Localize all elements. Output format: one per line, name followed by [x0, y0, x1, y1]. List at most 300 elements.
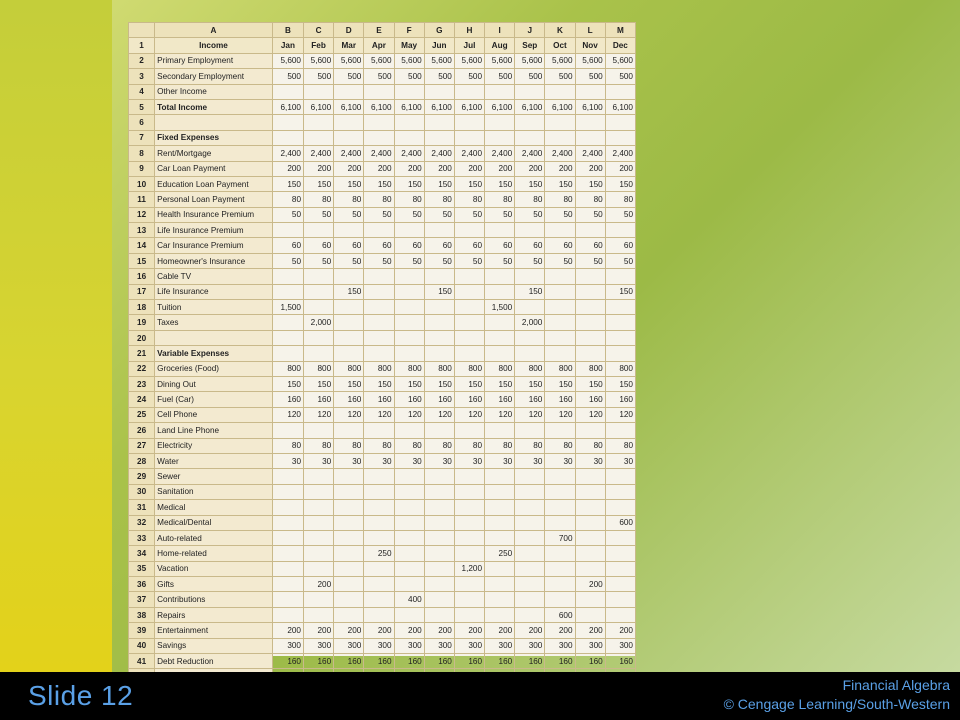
- value-cell: 2,400: [454, 146, 484, 161]
- value-cell: [272, 315, 303, 330]
- value-cell: [272, 330, 303, 345]
- value-cell: [272, 269, 303, 284]
- row-number: 12: [129, 207, 155, 222]
- value-cell: 150: [424, 176, 454, 191]
- value-cell: 500: [424, 69, 454, 84]
- value-cell: 50: [454, 207, 484, 222]
- value-cell: 200: [545, 623, 575, 638]
- value-cell: 30: [424, 453, 454, 468]
- value-cell: 300: [575, 638, 605, 653]
- value-cell: [575, 284, 605, 299]
- row-number: 36: [129, 577, 155, 592]
- value-cell: 50: [575, 253, 605, 268]
- value-cell: 200: [485, 623, 515, 638]
- value-cell: 2,400: [304, 146, 334, 161]
- value-cell: 200: [304, 623, 334, 638]
- value-cell: 200: [575, 623, 605, 638]
- value-cell: [334, 546, 364, 561]
- value-cell: 30: [515, 453, 545, 468]
- value-cell: 80: [605, 438, 635, 453]
- row-label: Vacation: [155, 561, 273, 576]
- row-label: [155, 115, 273, 130]
- value-cell: 30: [334, 453, 364, 468]
- value-cell: 800: [272, 361, 303, 376]
- value-cell: [364, 330, 394, 345]
- value-cell: 6,100: [605, 99, 635, 114]
- value-cell: [334, 561, 364, 576]
- value-cell: 60: [304, 238, 334, 253]
- table-row: [129, 515, 636, 530]
- value-cell: 6,100: [485, 99, 515, 114]
- column-header-cell: I: [485, 23, 515, 38]
- column-header-cell: K: [545, 23, 575, 38]
- value-cell: 6,100: [424, 99, 454, 114]
- value-cell: [454, 530, 484, 545]
- row-number: 37: [129, 592, 155, 607]
- value-cell: 500: [334, 69, 364, 84]
- value-cell: [485, 469, 515, 484]
- value-cell: 6,100: [304, 99, 334, 114]
- value-cell: 50: [454, 253, 484, 268]
- value-cell: [515, 223, 545, 238]
- value-cell: 80: [575, 192, 605, 207]
- value-cell: 2,000: [304, 315, 334, 330]
- value-cell: [485, 115, 515, 130]
- value-cell: [364, 115, 394, 130]
- table-row: [129, 561, 636, 576]
- value-cell: 150: [424, 284, 454, 299]
- value-cell: [364, 530, 394, 545]
- table-row: [129, 53, 636, 68]
- value-cell: [485, 346, 515, 361]
- value-cell: [605, 223, 635, 238]
- value-cell: 800: [545, 361, 575, 376]
- value-cell: [394, 530, 424, 545]
- value-cell: [485, 500, 515, 515]
- value-cell: [334, 577, 364, 592]
- value-cell: 200: [605, 623, 635, 638]
- value-cell: [272, 284, 303, 299]
- column-header-cell: M: [605, 23, 635, 38]
- value-cell: [424, 223, 454, 238]
- value-cell: [304, 423, 334, 438]
- value-cell: 150: [545, 376, 575, 391]
- value-cell: [515, 346, 545, 361]
- value-cell: [485, 607, 515, 622]
- value-cell: 160: [515, 392, 545, 407]
- row-number: 17: [129, 284, 155, 299]
- value-cell: [605, 561, 635, 576]
- value-cell: [454, 115, 484, 130]
- value-cell: [272, 607, 303, 622]
- value-cell: [605, 330, 635, 345]
- value-cell: [575, 115, 605, 130]
- value-cell: [454, 300, 484, 315]
- value-cell: [334, 300, 364, 315]
- row-label: Savings: [155, 638, 273, 653]
- table-row: [129, 438, 636, 453]
- row-label: Primary Employment: [155, 53, 273, 68]
- table-row: [129, 300, 636, 315]
- value-cell: [515, 130, 545, 145]
- row-label: Personal Loan Payment: [155, 192, 273, 207]
- row-label: Fuel (Car): [155, 392, 273, 407]
- row-label: Health Insurance Premium: [155, 207, 273, 222]
- row-number: 14: [129, 238, 155, 253]
- row-label: Water: [155, 453, 273, 468]
- value-cell: 150: [304, 376, 334, 391]
- value-cell: [394, 223, 424, 238]
- value-cell: Dec: [605, 38, 635, 53]
- value-cell: [272, 530, 303, 545]
- value-cell: 6,100: [515, 99, 545, 114]
- value-cell: [545, 115, 575, 130]
- table-row: [129, 99, 636, 114]
- value-cell: 300: [364, 638, 394, 653]
- row-number: 32: [129, 515, 155, 530]
- row-label: Total Income: [155, 99, 273, 114]
- value-cell: 200: [485, 161, 515, 176]
- value-cell: 150: [605, 176, 635, 191]
- value-cell: 300: [272, 638, 303, 653]
- value-cell: [304, 515, 334, 530]
- value-cell: 120: [334, 407, 364, 422]
- table-row: [129, 453, 636, 468]
- value-cell: [334, 515, 364, 530]
- value-cell: [454, 500, 484, 515]
- value-cell: 80: [605, 192, 635, 207]
- value-cell: 160: [304, 392, 334, 407]
- value-cell: 200: [364, 623, 394, 638]
- value-cell: [545, 423, 575, 438]
- value-cell: [545, 546, 575, 561]
- row-number: 28: [129, 453, 155, 468]
- footer-line-1: Financial Algebra: [842, 677, 950, 693]
- value-cell: May: [394, 38, 424, 53]
- value-cell: [545, 500, 575, 515]
- value-cell: [272, 484, 303, 499]
- value-cell: 150: [394, 176, 424, 191]
- value-cell: [545, 223, 575, 238]
- value-cell: [364, 607, 394, 622]
- value-cell: [575, 607, 605, 622]
- left-accent-bar: [0, 0, 112, 672]
- value-cell: [394, 300, 424, 315]
- row-number: 31: [129, 500, 155, 515]
- row-number: 24: [129, 392, 155, 407]
- row-number: 38: [129, 607, 155, 622]
- value-cell: 2,400: [515, 146, 545, 161]
- row-number: 29: [129, 469, 155, 484]
- value-cell: 5,600: [605, 53, 635, 68]
- value-cell: [454, 607, 484, 622]
- value-cell: 80: [575, 438, 605, 453]
- value-cell: [304, 84, 334, 99]
- value-cell: [424, 530, 454, 545]
- value-cell: [545, 84, 575, 99]
- row-label: Fixed Expenses: [155, 130, 273, 145]
- value-cell: [424, 484, 454, 499]
- value-cell: [364, 130, 394, 145]
- value-cell: [424, 515, 454, 530]
- value-cell: [575, 330, 605, 345]
- table-row: [129, 38, 636, 53]
- value-cell: 120: [605, 407, 635, 422]
- value-cell: Feb: [304, 38, 334, 53]
- row-number: 33: [129, 530, 155, 545]
- value-cell: [515, 515, 545, 530]
- row-label: Other Income: [155, 84, 273, 99]
- value-cell: [545, 130, 575, 145]
- table-row: [129, 223, 636, 238]
- value-cell: 50: [545, 253, 575, 268]
- value-cell: 400: [394, 592, 424, 607]
- value-cell: [515, 607, 545, 622]
- value-cell: Sep: [515, 38, 545, 53]
- value-cell: 200: [304, 161, 334, 176]
- value-cell: 150: [515, 376, 545, 391]
- value-cell: 30: [575, 453, 605, 468]
- value-cell: 150: [575, 376, 605, 391]
- table-row: [129, 638, 636, 653]
- row-number: 41: [129, 654, 155, 669]
- row-number: 13: [129, 223, 155, 238]
- row-number: 19: [129, 315, 155, 330]
- value-cell: [485, 330, 515, 345]
- value-cell: [272, 346, 303, 361]
- row-label: Homeowner's Insurance: [155, 253, 273, 268]
- value-cell: [575, 561, 605, 576]
- value-cell: 5,600: [304, 53, 334, 68]
- value-cell: [545, 315, 575, 330]
- value-cell: [575, 130, 605, 145]
- value-cell: 5,600: [424, 53, 454, 68]
- table-row: [129, 238, 636, 253]
- value-cell: [575, 223, 605, 238]
- value-cell: 800: [364, 361, 394, 376]
- value-cell: 30: [364, 453, 394, 468]
- value-cell: 150: [575, 176, 605, 191]
- value-cell: 2,400: [605, 146, 635, 161]
- row-label: Tuition: [155, 300, 273, 315]
- table-row: [129, 407, 636, 422]
- row-label: Secondary Employment: [155, 69, 273, 84]
- value-cell: [605, 300, 635, 315]
- value-cell: 120: [424, 407, 454, 422]
- value-cell: 160: [454, 654, 484, 669]
- column-header-cell: [129, 23, 155, 38]
- value-cell: 30: [454, 453, 484, 468]
- value-cell: [424, 115, 454, 130]
- footer-line-2: © Cengage Learning/South-Western: [723, 696, 950, 712]
- row-label: Medical: [155, 500, 273, 515]
- value-cell: [605, 130, 635, 145]
- value-cell: 80: [304, 438, 334, 453]
- value-cell: 1,500: [485, 300, 515, 315]
- value-cell: [485, 515, 515, 530]
- value-cell: 2,400: [575, 146, 605, 161]
- value-cell: 120: [575, 407, 605, 422]
- value-cell: 150: [272, 376, 303, 391]
- value-cell: 160: [364, 654, 394, 669]
- value-cell: [364, 300, 394, 315]
- table-row: [129, 69, 636, 84]
- table-row: [129, 361, 636, 376]
- value-cell: 200: [575, 577, 605, 592]
- table-row: [129, 161, 636, 176]
- value-cell: 300: [485, 638, 515, 653]
- value-cell: 30: [304, 453, 334, 468]
- value-cell: 5,600: [545, 53, 575, 68]
- value-cell: 80: [394, 192, 424, 207]
- row-number: 40: [129, 638, 155, 653]
- value-cell: 800: [454, 361, 484, 376]
- value-cell: [515, 269, 545, 284]
- table-row: [129, 392, 636, 407]
- value-cell: [364, 423, 394, 438]
- value-cell: [605, 315, 635, 330]
- value-cell: [394, 500, 424, 515]
- value-cell: [485, 84, 515, 99]
- value-cell: 5,600: [394, 53, 424, 68]
- value-cell: [394, 561, 424, 576]
- value-cell: [575, 500, 605, 515]
- table-row: [129, 654, 636, 669]
- value-cell: 150: [485, 376, 515, 391]
- row-number: 35: [129, 561, 155, 576]
- value-cell: [454, 577, 484, 592]
- value-cell: 800: [575, 361, 605, 376]
- value-cell: [424, 561, 454, 576]
- value-cell: 200: [364, 161, 394, 176]
- value-cell: [605, 607, 635, 622]
- column-header-row: [129, 23, 636, 38]
- value-cell: 6,100: [454, 99, 484, 114]
- value-cell: [575, 592, 605, 607]
- value-cell: [304, 484, 334, 499]
- row-label: Electricity: [155, 438, 273, 453]
- value-cell: 300: [515, 638, 545, 653]
- value-cell: [304, 269, 334, 284]
- value-cell: 120: [454, 407, 484, 422]
- value-cell: [364, 515, 394, 530]
- value-cell: 5,600: [272, 53, 303, 68]
- value-cell: 60: [364, 238, 394, 253]
- row-number: 2: [129, 53, 155, 68]
- value-cell: 200: [545, 161, 575, 176]
- value-cell: [304, 346, 334, 361]
- value-cell: 160: [485, 392, 515, 407]
- value-cell: [575, 84, 605, 99]
- value-cell: [424, 130, 454, 145]
- value-cell: 160: [272, 392, 303, 407]
- table-row: [129, 577, 636, 592]
- value-cell: 160: [575, 392, 605, 407]
- value-cell: 300: [394, 638, 424, 653]
- value-cell: [545, 469, 575, 484]
- value-cell: 500: [454, 69, 484, 84]
- value-cell: [304, 223, 334, 238]
- value-cell: 800: [304, 361, 334, 376]
- value-cell: 60: [545, 238, 575, 253]
- value-cell: 50: [272, 207, 303, 222]
- row-number: 21: [129, 346, 155, 361]
- value-cell: [424, 330, 454, 345]
- value-cell: [304, 607, 334, 622]
- column-header-cell: F: [394, 23, 424, 38]
- value-cell: 160: [424, 654, 454, 669]
- value-cell: 30: [272, 453, 303, 468]
- value-cell: 80: [272, 192, 303, 207]
- value-cell: 5,600: [575, 53, 605, 68]
- value-cell: [515, 484, 545, 499]
- value-cell: [272, 561, 303, 576]
- value-cell: [334, 330, 364, 345]
- value-cell: [424, 423, 454, 438]
- value-cell: 200: [424, 623, 454, 638]
- row-label: Contributions: [155, 592, 273, 607]
- value-cell: 60: [605, 238, 635, 253]
- value-cell: 120: [515, 407, 545, 422]
- value-cell: [545, 577, 575, 592]
- value-cell: 700: [545, 530, 575, 545]
- row-number: 25: [129, 407, 155, 422]
- table-row: [129, 130, 636, 145]
- value-cell: [515, 500, 545, 515]
- value-cell: [334, 607, 364, 622]
- row-label: Car Loan Payment: [155, 161, 273, 176]
- value-cell: [485, 130, 515, 145]
- value-cell: [394, 607, 424, 622]
- value-cell: [485, 484, 515, 499]
- value-cell: 500: [304, 69, 334, 84]
- value-cell: [545, 592, 575, 607]
- value-cell: [575, 269, 605, 284]
- value-cell: 160: [545, 392, 575, 407]
- value-cell: [485, 223, 515, 238]
- value-cell: [515, 577, 545, 592]
- value-cell: [334, 469, 364, 484]
- value-cell: 800: [394, 361, 424, 376]
- value-cell: 50: [575, 207, 605, 222]
- value-cell: 150: [605, 284, 635, 299]
- value-cell: 300: [304, 638, 334, 653]
- value-cell: 500: [545, 69, 575, 84]
- row-label: Life Insurance: [155, 284, 273, 299]
- value-cell: 50: [515, 207, 545, 222]
- row-number: 20: [129, 330, 155, 345]
- value-cell: [304, 530, 334, 545]
- value-cell: [545, 284, 575, 299]
- row-label: Taxes: [155, 315, 273, 330]
- value-cell: [424, 592, 454, 607]
- value-cell: 150: [605, 376, 635, 391]
- value-cell: [364, 577, 394, 592]
- value-cell: 5,600: [515, 53, 545, 68]
- value-cell: 500: [575, 69, 605, 84]
- value-cell: 600: [605, 515, 635, 530]
- value-cell: [575, 546, 605, 561]
- value-cell: 60: [575, 238, 605, 253]
- value-cell: 2,400: [545, 146, 575, 161]
- value-cell: [394, 284, 424, 299]
- value-cell: 2,400: [364, 146, 394, 161]
- value-cell: 6,100: [545, 99, 575, 114]
- value-cell: [454, 484, 484, 499]
- value-cell: Oct: [545, 38, 575, 53]
- value-cell: 50: [424, 207, 454, 222]
- value-cell: 1,500: [272, 300, 303, 315]
